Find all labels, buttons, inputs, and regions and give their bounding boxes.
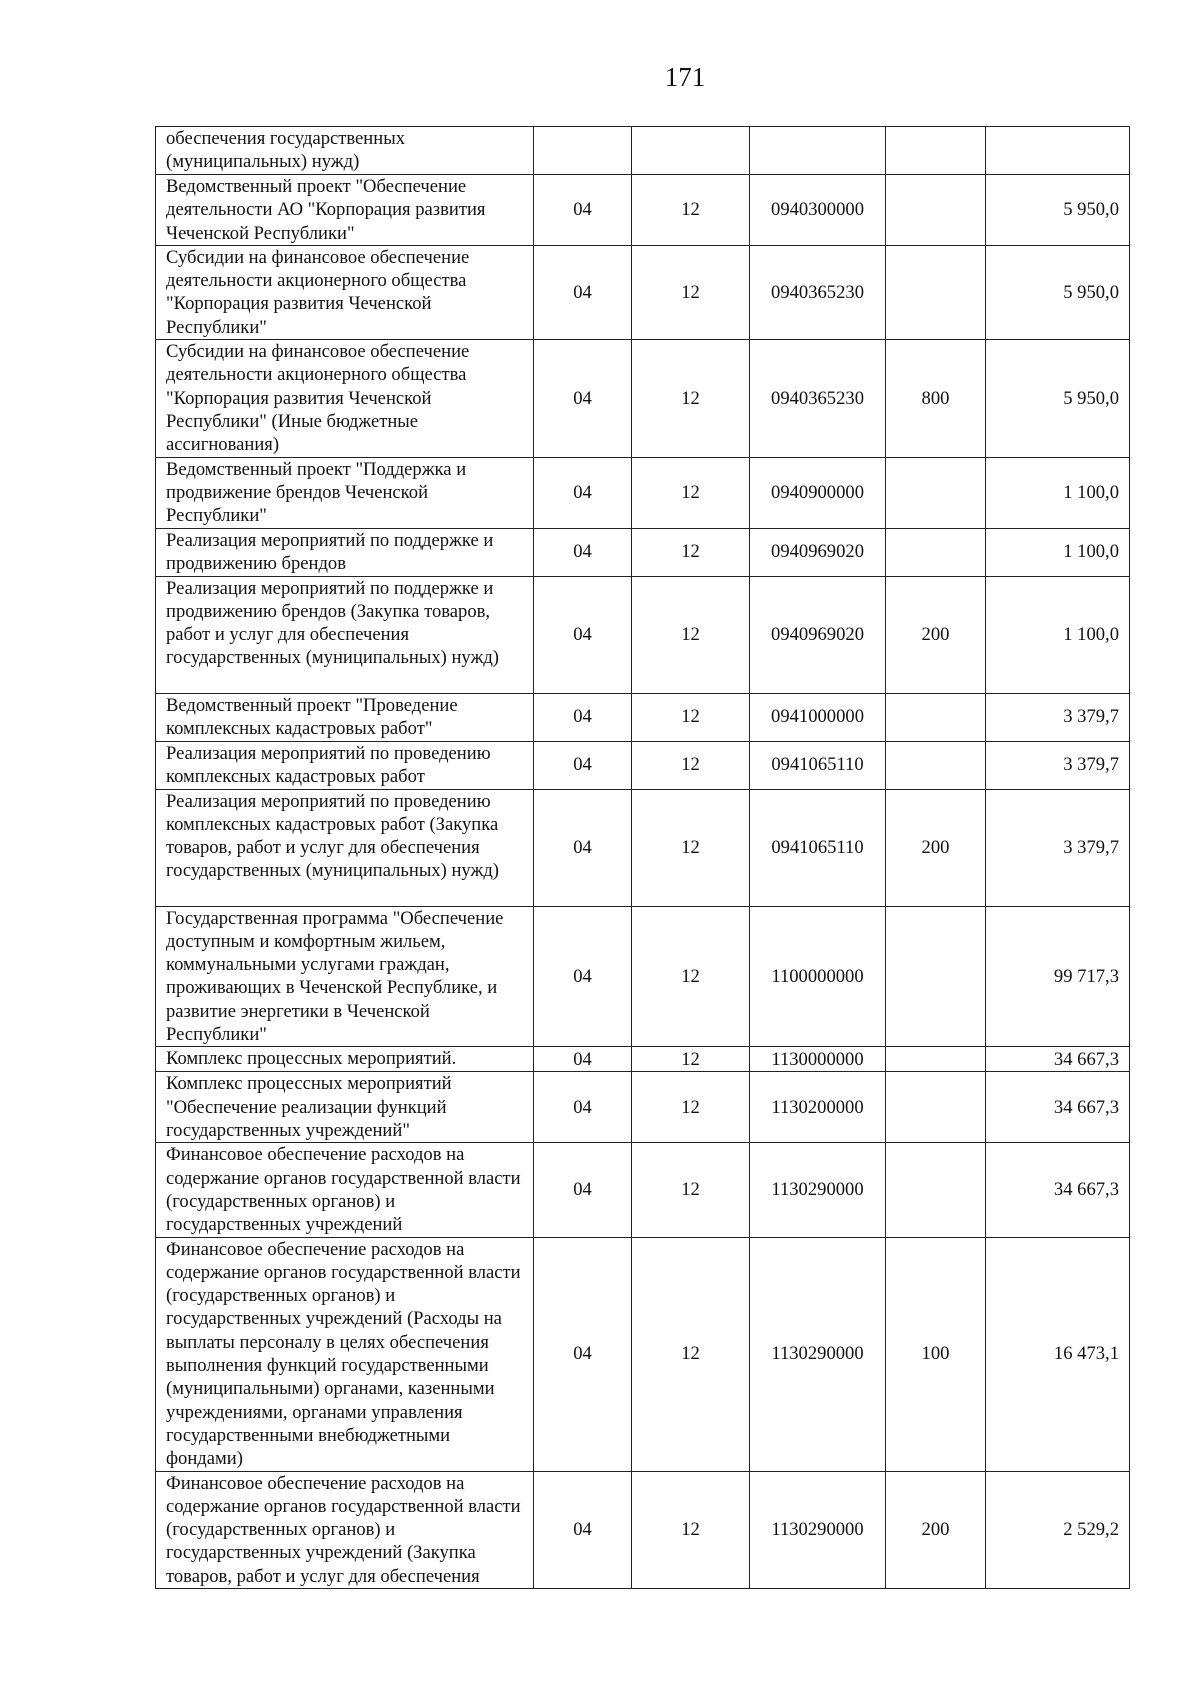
row-expense-type-code [886,528,986,576]
budget-table [155,126,1130,1589]
row-section-code: 04 [534,1047,632,1072]
row-amount: 3 379,7 [986,693,1130,741]
row-expense-type-code [886,741,986,789]
table-row [156,741,1130,789]
table-row [156,457,1130,528]
budget-table-body [156,127,1130,1589]
row-expense-type-code [886,127,986,175]
row-section-code: 04 [534,245,632,339]
row-target-article-code: 0940365230 [750,245,886,339]
row-section-code [534,127,632,175]
row-expense-type-code: 100 [886,1237,986,1471]
table-row [156,175,1130,246]
row-amount: 34 667,3 [986,1143,1130,1237]
row-section-code: 04 [534,741,632,789]
row-expense-type-code [886,245,986,339]
row-amount: 34 667,3 [986,1072,1130,1143]
row-name: Комплекс процессных мероприятий "Обеспечение реализации функций государственных учреждений" [156,1072,534,1143]
row-subsection-code: 12 [632,1143,750,1237]
row-name: Реализация мероприятий по поддержке и продвижению брендов [156,528,534,576]
row-target-article-code: 1100000000 [750,906,886,1047]
row-target-article-code: 1130000000 [750,1047,886,1072]
row-section-code: 04 [534,340,632,457]
row-expense-type-code [886,1047,986,1072]
table-row [156,1471,1130,1588]
table-row [156,1143,1130,1237]
row-target-article-code: 1130290000 [750,1237,886,1471]
row-amount [986,127,1130,175]
row-expense-type-code [886,693,986,741]
row-name: Финансовое обеспечение расходов на содержание органов государственной власти (государственных органов) и государственных учреждений (Закупка товаров, работ и услуг для обеспечения [156,1471,534,1588]
row-subsection-code [632,127,750,175]
row-amount: 1 100,0 [986,576,1130,693]
row-amount: 5 950,0 [986,340,1130,457]
row-subsection-code: 12 [632,693,750,741]
table-row [156,245,1130,339]
row-expense-type-code [886,175,986,246]
row-target-article-code: 0941000000 [750,693,886,741]
row-section-code: 04 [534,1471,632,1588]
table-row [156,576,1130,693]
row-target-article-code: 1130290000 [750,1471,886,1588]
row-expense-type-code [886,1143,986,1237]
page-number: 171 [664,62,706,92]
row-target-article-code: 0941065110 [750,789,886,906]
row-subsection-code: 12 [632,340,750,457]
row-amount: 1 100,0 [986,457,1130,528]
row-amount: 2 529,2 [986,1471,1130,1588]
row-subsection-code: 12 [632,1072,750,1143]
row-subsection-code: 12 [632,528,750,576]
row-expense-type-code: 200 [886,576,986,693]
row-section-code: 04 [534,1237,632,1471]
table-row [156,127,1130,175]
row-target-article-code: 0940969020 [750,576,886,693]
row-section-code: 04 [534,528,632,576]
row-name: Государственная программа "Обеспечение доступным и комфортным жильем, коммунальными услугами граждан, проживающих в Чеченской Республике, и развитие энергетики в Чеченской Республики" [156,906,534,1047]
row-expense-type-code [886,906,986,1047]
row-amount: 3 379,7 [986,741,1130,789]
row-expense-type-code: 800 [886,340,986,457]
row-target-article-code [750,127,886,175]
row-subsection-code: 12 [632,457,750,528]
row-expense-type-code: 200 [886,1471,986,1588]
row-name: Финансовое обеспечение расходов на содержание органов государственной власти (государственных органов) и государственных учреждений [156,1143,534,1237]
row-section-code: 04 [534,457,632,528]
table-row [156,340,1130,457]
row-name: Реализация мероприятий по проведению комплексных кадастровых работ (Закупка товаров, работ и услуг для обеспечения государственных (муниципальных) нужд) [156,789,534,906]
row-name: Финансовое обеспечение расходов на содержание органов государственной власти (государственных органов) и государственных учреждений (Расходы на выплаты персоналу в целях обеспечения выполнения функций государственными (муниципальными) органами, казенными учреждениями, органами управления государственными внебюджетными фондами) [156,1237,534,1471]
row-amount: 3 379,7 [986,789,1130,906]
table-row [156,906,1130,1047]
row-expense-type-code [886,457,986,528]
row-section-code: 04 [534,1143,632,1237]
row-amount: 16 473,1 [986,1237,1130,1471]
row-amount: 99 717,3 [986,906,1130,1047]
row-amount: 5 950,0 [986,175,1130,246]
row-expense-type-code [886,1072,986,1143]
row-subsection-code: 12 [632,245,750,339]
row-expense-type-code: 200 [886,789,986,906]
table-row [156,528,1130,576]
table-row [156,789,1130,906]
row-target-article-code: 0940900000 [750,457,886,528]
table-row [156,1072,1130,1143]
row-name: Комплекс процессных мероприятий. [156,1047,534,1072]
row-subsection-code: 12 [632,741,750,789]
row-name: Ведомственный проект "Проведение комплексных кадастровых работ" [156,693,534,741]
row-name: Субсидии на финансовое обеспечение деятельности акционерного общества "Корпорация развития Чеченской Республики" (Иные бюджетные ассигнования) [156,340,534,457]
row-subsection-code: 12 [632,1047,750,1072]
row-target-article-code: 1130200000 [750,1072,886,1143]
row-amount: 34 667,3 [986,1047,1130,1072]
row-subsection-code: 12 [632,576,750,693]
row-section-code: 04 [534,576,632,693]
row-subsection-code: 12 [632,1237,750,1471]
row-name: Ведомственный проект "Обеспечение деятельности АО "Корпорация развития Чеченской Республики" [156,175,534,246]
row-section-code: 04 [534,906,632,1047]
row-amount: 5 950,0 [986,245,1130,339]
row-section-code: 04 [534,789,632,906]
row-subsection-code: 12 [632,1471,750,1588]
row-target-article-code: 0940300000 [750,175,886,246]
row-name: Реализация мероприятий по поддержке и продвижению брендов (Закупка товаров, работ и услуг для обеспечения государственных (муниципальных) нужд) [156,576,534,693]
row-subsection-code: 12 [632,906,750,1047]
table-row [156,1237,1130,1471]
row-amount: 1 100,0 [986,528,1130,576]
row-name: Реализация мероприятий по проведению комплексных кадастровых работ [156,741,534,789]
row-name: Ведомственный проект "Поддержка и продвижение брендов Чеченской Республики" [156,457,534,528]
row-section-code: 04 [534,1072,632,1143]
table-row [156,1047,1130,1072]
table-row [156,693,1130,741]
row-target-article-code: 0940365230 [750,340,886,457]
row-target-article-code: 1130290000 [750,1143,886,1237]
row-subsection-code: 12 [632,789,750,906]
row-section-code: 04 [534,175,632,246]
row-name: Субсидии на финансовое обеспечение деятельности акционерного общества "Корпорация развития Чеченской Республики" [156,245,534,339]
row-target-article-code: 0941065110 [750,741,886,789]
row-target-article-code: 0940969020 [750,528,886,576]
row-subsection-code: 12 [632,175,750,246]
row-name: обеспечения государственных (муниципальных) нужд) [156,127,534,175]
row-section-code: 04 [534,693,632,741]
